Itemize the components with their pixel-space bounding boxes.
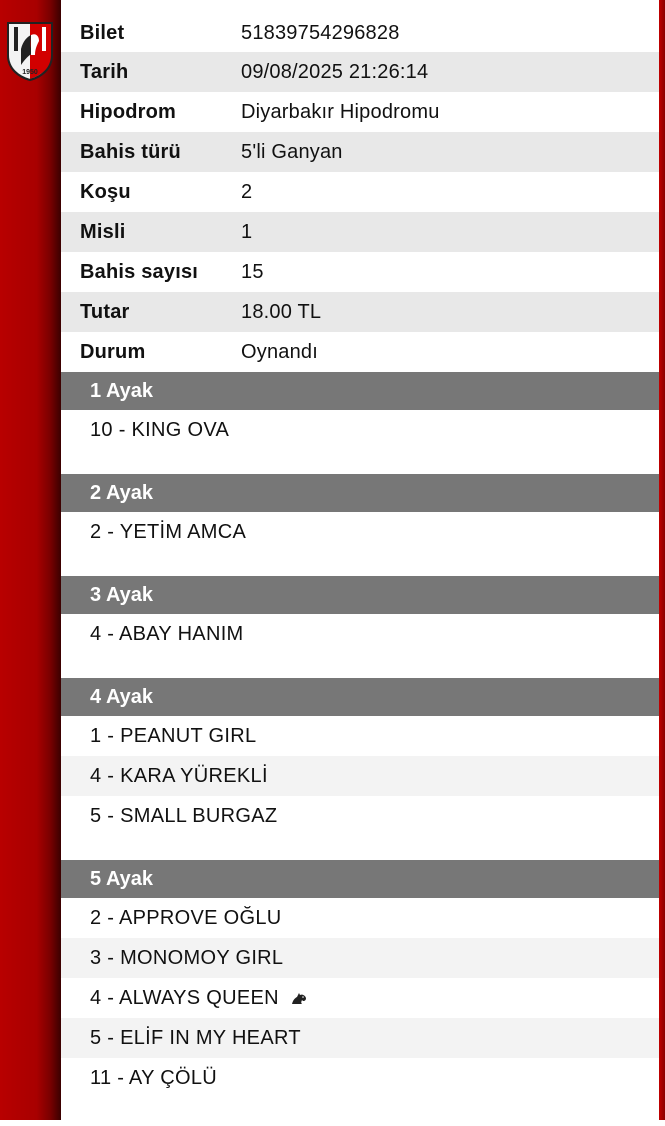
ticket-label: Durum xyxy=(80,340,146,363)
horse-selection: 2 - YETİM AMCA xyxy=(90,520,247,543)
leg-header: 1 Ayak xyxy=(61,372,659,410)
ticket-value: 15 xyxy=(241,260,264,283)
ticket-row-bahis-sayisi xyxy=(61,252,659,292)
ticket-detail xyxy=(61,0,659,1126)
horse-selection: 11 - AY ÇÖLÜ xyxy=(90,1066,217,1089)
ticket-row-durum xyxy=(61,332,659,372)
right-side-band xyxy=(659,0,665,1120)
club-crest-logo xyxy=(5,19,55,81)
horse-head-icon xyxy=(290,991,308,1005)
horse-selection: 5 - SMALL BURGAZ xyxy=(90,804,278,827)
ticket-label: Hipodrom xyxy=(80,100,177,123)
ticket-value: Oynandı xyxy=(241,340,319,363)
ticket-value: 51839754296828 xyxy=(241,21,400,44)
logo-year-text: 1950 xyxy=(22,69,38,76)
ticket-value: Diyarbakır Hipodromu xyxy=(241,100,440,123)
horse-selection: 10 - KING OVA xyxy=(90,418,230,441)
ticket-label: Koşu xyxy=(80,180,131,203)
leg-header: 5 Ayak xyxy=(61,860,659,898)
ticket-row-hipodrom xyxy=(61,92,659,132)
ticket-value: 09/08/2025 21:26:14 xyxy=(241,60,429,83)
horse-selection: 4 - KARA YÜREKLİ xyxy=(61,756,659,796)
horse-selection: 5 - ELİF IN MY HEART xyxy=(61,1018,659,1058)
ticket-row-kosu xyxy=(61,172,659,212)
ticket-row-bahis-turu xyxy=(61,132,659,172)
ticket-label: Bahis türü xyxy=(80,140,181,163)
left-side-band xyxy=(0,0,61,1120)
horse-selection: 1 - PEANUT GIRL xyxy=(90,724,257,747)
leg-header: 3 Ayak xyxy=(61,576,659,614)
horse-selection: 4 - ABAY HANIM xyxy=(90,622,244,645)
ticket-label: Tutar xyxy=(80,300,130,323)
ticket-value: 1 xyxy=(241,220,253,243)
horse-selection-label: 4 - ALWAYS QUEEN xyxy=(90,986,279,1009)
leg-header: 4 Ayak xyxy=(61,678,659,716)
ticket-value: 2 xyxy=(241,180,253,203)
horse-selection: 2 - APPROVE OĞLU xyxy=(90,906,282,929)
horse-selection-with-marker xyxy=(61,978,659,1018)
ticket-row-tarih xyxy=(61,52,659,92)
ticket-label: Tarih xyxy=(80,60,129,83)
ticket-value: 5'li Ganyan xyxy=(241,140,343,163)
ticket-label: Bahis sayısı xyxy=(80,260,199,283)
ticket-row-tutar xyxy=(61,292,659,332)
ticket-value: 18.00 TL xyxy=(241,300,322,323)
ticket-row-bilet xyxy=(61,0,659,52)
horse-selection: 3 - MONOMOY GIRL xyxy=(61,938,659,978)
leg-header: 2 Ayak xyxy=(61,474,659,512)
ticket-label: Bilet xyxy=(80,21,125,44)
ticket-label: Misli xyxy=(80,220,126,243)
ticket-row-misli xyxy=(61,212,659,252)
